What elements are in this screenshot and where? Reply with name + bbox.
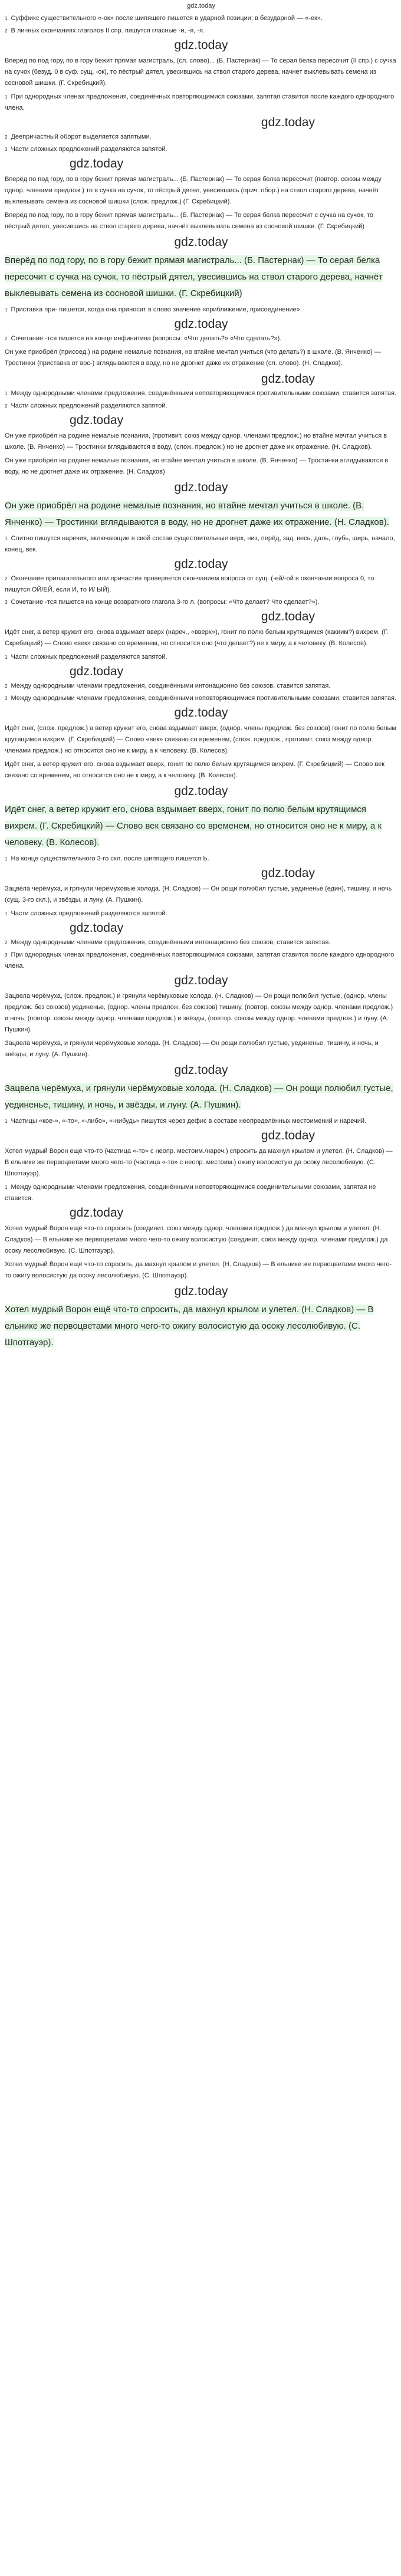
analysis-paragraph: Хотел мудрый Ворон ещё что-то (частица «-то» с неопр. местоим./нареч.) спросить да махнул крылом и улетел. (Н. Сладков) — В ельнике же первоцветами много чего-то (частица «-то» с неопр. местоим.) ожигу волосистую да осоку лесолюбивую. (С. Шпотгауэр). bbox=[5, 1148, 393, 1177]
rule-item bbox=[5, 1182, 397, 1204]
rule-text: Между однородными членами предложения, соединёнными неповторяющимися противительными союзами, ставится запятая. bbox=[11, 695, 397, 702]
rule-number: 1 bbox=[5, 911, 8, 916]
watermark: gdz.today bbox=[174, 38, 228, 52]
rule-item bbox=[5, 333, 397, 344]
watermark: gdz.today bbox=[174, 784, 228, 798]
rule-item bbox=[5, 597, 397, 608]
rule-text: При однородных членах предложения, соединённых повторяющимися союзами, запятая ставится после каждого однородного члена. bbox=[5, 951, 395, 970]
answer-text: Хотел мудрый Ворон ещё что-то спросить, да махнул крылом и улетел. (Н. Сладков) — В ельнике же первоцветами много чего-то ожигу волосистую да осоку лесолюбивую. (С. Шпотгауэр). bbox=[5, 1305, 374, 1348]
watermark: gdz.today bbox=[261, 372, 315, 386]
rule-item bbox=[5, 693, 397, 704]
rule-text: Между однородными членами предложения, соединёнными интонационно без союзов, ставится запятая. bbox=[11, 939, 331, 946]
answer-highlighted bbox=[5, 801, 397, 851]
rule-text: На конце существительного 3-го скл. после шипящего пишется Ь. bbox=[11, 855, 209, 862]
watermark: gdz.today bbox=[70, 921, 124, 935]
site-logo[interactable]: gdz.today bbox=[187, 2, 215, 9]
analysis-paragraph: Идёт снег, а ветер кружит его, снова вздымает вверх, гонит по полю белым крутящимся вихрем. (Г. Скребицкий) — Слово век связано со временем, но относится оно не к миру, а к человеку. (В. Колесов). bbox=[5, 761, 385, 779]
analysis-paragraph: Он уже приобрёл на родине немалые познания, но втайне мечтал учиться в школе. (В. Янченко) — Тростинки вглядываются в воду, но не дрогнет даже их отражение. (Н. Сладков) bbox=[5, 457, 389, 475]
rule-number: 2 bbox=[5, 403, 8, 409]
rule-text: Между однородными членами предложения, соединёнными неповторяющимися соединительными союзами, запятая не ставится. bbox=[5, 1184, 376, 1202]
watermark: gdz.today bbox=[261, 866, 315, 880]
watermark: gdz.today bbox=[70, 157, 124, 170]
answer-text: Зацвела черёмуха, и грянули черёмуховые холода. (Н. Сладков) — Он рощи полюбил густые, уединенье, тишину, и ночь, и звёзды, и луну. (А. Пушкин). bbox=[5, 1083, 393, 1110]
rule-item bbox=[5, 681, 397, 692]
rule-item bbox=[5, 908, 397, 919]
answer-text: Он уже приобрёл на родине немалые познания, но втайне мечтал учиться в школе. (В. Янченко) — Тростинки вглядываются в воду, но не дрогнет даже их отражение. (Н. Сладков). bbox=[5, 501, 389, 527]
analysis-paragraph: Он уже приобрёл на родине немалые познания, (противит. союз между однор. членами предлож.) но втайне мечтал учиться в школе. (В. Янченко) — Тростинки вглядываются в воду, (слож. предлож.) но не дрогнет даже их отражение. (Н. Сладков). bbox=[5, 432, 387, 451]
rule-item bbox=[5, 652, 397, 663]
rule-number: 2 bbox=[5, 134, 8, 140]
watermark: gdz.today bbox=[261, 116, 315, 129]
answer-highlighted bbox=[5, 498, 397, 531]
analysis-paragraph: Хотел мудрый Ворон ещё что-то спросить (соединит. союз между однор. членами предлож.) да махнул крылом и улетел. (Н. Сладков) — В ельнике же первоцветами много чего-то ожигу волосистую (соединит. союз между однор. членами предлож.) да осоку лесолюбивую. (С. Шпотгауэр). bbox=[5, 1225, 388, 1254]
rule-text: Сочетание -тся пишется на конце инфинитива (вопросы: «Что делать?» «Что сделать?»). bbox=[11, 335, 282, 342]
rule-item bbox=[5, 533, 397, 556]
rule-text: Между однородными членами предложения, соединёнными неповторяющимися противительными союзами, ставится запятая. bbox=[11, 390, 397, 397]
rule-text: Частицы «кое-», «-то», «-либо», «-нибудь» пишутся через дефис в составе неопределённых местоимений и наречий. bbox=[11, 1118, 367, 1125]
watermark: gdz.today bbox=[174, 974, 228, 987]
rule-item bbox=[5, 13, 397, 24]
answer-highlighted bbox=[5, 1080, 397, 1113]
watermark: gdz.today bbox=[261, 1129, 315, 1142]
rule-item bbox=[5, 25, 397, 37]
rule-number: 3 bbox=[5, 952, 8, 958]
rule-item bbox=[5, 400, 397, 412]
rule-number: 1 bbox=[5, 307, 8, 313]
rule-number: 1 bbox=[5, 94, 8, 100]
watermark: gdz.today bbox=[70, 665, 124, 678]
rule-item bbox=[5, 949, 397, 972]
watermark: gdz.today bbox=[174, 1063, 228, 1077]
analysis-paragraph: Он уже приобрёл (присоед.) на родине немалые познания, но втайне мечтал учиться (что делать?) в школе. (В. Янченко) — Тростинки (приставка от вос-) вглядываются в воду, но не дрогнет даже их отражение (сл. слово). (Н. Сладков). bbox=[5, 349, 381, 367]
rule-item bbox=[5, 388, 397, 399]
rule-item bbox=[5, 144, 397, 155]
rule-text: Между однородными членами предложения, соединёнными интонационно без союзов, ставится запятая. bbox=[11, 682, 331, 689]
watermark: gdz.today bbox=[261, 610, 315, 623]
rule-number: 2 bbox=[5, 684, 8, 689]
analysis-paragraph: Вперёд по под гору, по в гору бежит прямая магистраль... (Б. Пастернак) — То серая белка пересочит (повтор. союзы между однор. членами предлож.) то в сучка на сучок, то пёстрый дятел, увесившись (прич. обор.) на ствол старого дерева, начнёт выклевывать семена из сосновой шишки (слож. предлож.) (Г. Скребицкий). bbox=[5, 176, 382, 205]
answer-highlighted bbox=[5, 252, 397, 302]
rule-text: Окончание прилагательного или причастия проверяется окончанием вопроса от сущ. (-ей/-ой в окончании вопроса 0, то пишутся ОЙ/ЕЙ, если И, то И/ ЫЙ). bbox=[5, 575, 374, 593]
watermark: gdz.today bbox=[174, 557, 228, 571]
rule-text: Приставка при- пишется, когда она приносит в слово значение «приближение, присоединение». bbox=[11, 306, 302, 313]
analysis-paragraph: Хотел мудрый Ворон ещё что-то спросить, да махнул крылом и улетел. (Н. Сладков) — В ельнике же первоцветами много чего-то ожигу волосистую да осоку лесолюбивую. (С. Шпотгауэр). bbox=[5, 1261, 392, 1279]
exercise-content bbox=[5, 13, 397, 1351]
rule-item bbox=[5, 573, 397, 596]
rule-text: Части сложных предложений разделяются запятой. bbox=[11, 653, 167, 661]
rule-text: Сочетание -тся пишется на конце возвратного глагола 3-го л. (вопросы: «Что делает? Что сделает?»). bbox=[11, 599, 320, 606]
watermark: gdz.today bbox=[174, 235, 228, 249]
analysis-paragraph: Вперёд по под гору, по в гору бежит прямая магистраль... (Б. Пастернак) — То серая белка пересочит с сучка на сучок, то пёстрый дятел, увесившись на ствол старого дерева, начнёт выклевывать семена из сосновой шишки. (Г. Скребицкий) bbox=[5, 212, 374, 230]
analysis-paragraph: Идёт снег, (слож. предлож.) а ветер кружит его, снова вздымает вверх, (однор. члены предлож. без союзов) гонит по полю белым крутящимся вихрем. (Г. Скребицкий) — Слово «век» связано со временем, (слож. предлож., противит. союз между однор. членами предлож.) но относится оно не к миру, а к человеку. (В. Колесов). bbox=[5, 725, 396, 754]
rule-number: 1 bbox=[5, 1185, 8, 1190]
watermark: gdz.today bbox=[70, 1206, 124, 1220]
watermark: gdz.today bbox=[174, 481, 228, 494]
rule-item bbox=[5, 853, 397, 865]
rule-number: 3 bbox=[5, 696, 8, 701]
rule-number: 2 bbox=[5, 576, 8, 581]
watermark: gdz.today bbox=[70, 413, 124, 427]
rule-text: Слитно пишутся наречия, включающие в свой состав существительные верх, низ, перёд, зад, весь, даль, глубь, ширь, начало, конец, век. bbox=[5, 535, 395, 553]
answer-text: Вперёд по под гору, по в гору бежит прямая магистраль... (Б. Пастернак) — То серая белка пересочит с сучка на сучок, то пёстрый дятел, увесившись на ствол старого дерева, начнёт выклевывать семена из сосновой шишки. (Г. Скребицкий) bbox=[5, 255, 383, 298]
rule-number: 1 bbox=[5, 856, 8, 862]
rule-item bbox=[5, 304, 397, 316]
rule-item bbox=[5, 937, 397, 948]
rule-number: 2 bbox=[5, 28, 8, 34]
analysis-paragraph: Идёт снег, а ветер кружит его, снова вздымает вверх (нареч., «вверх»), гонит по полю белым крутящимся (какиим?) вихрем. (Г. Скребицкий) — Слово «век» связано со временем, но относится оно (что делает?) не к миру, а к человеку. (В. Колесов). bbox=[5, 629, 389, 647]
rule-number: 3 bbox=[5, 600, 8, 605]
rule-item bbox=[5, 132, 397, 143]
watermark: gdz.today bbox=[174, 317, 228, 331]
rule-text: Части сложных предложений разделяются запятой. bbox=[11, 910, 167, 917]
answer-text: Идёт снег, а ветер кружит его, снова вздымает вверх, гонит по полю белым крутящимся вихрем. (Г. Скребицкий) — Слово век связано со временем, но относится оно не к миру, а к человеку. (В. Колесов). bbox=[5, 804, 382, 847]
rule-text: Деепричастный оборот выделяется запятыми. bbox=[11, 133, 152, 140]
rule-number: 2 bbox=[5, 336, 8, 341]
rule-number: 3 bbox=[5, 147, 8, 152]
rule-text: Части сложных предложений разделяются запятой. bbox=[11, 402, 167, 409]
rule-number: 1 bbox=[5, 16, 8, 21]
analysis-paragraph: Зацвела черёмуха, и грянули черёмуховые холода. (Н. Сладков) — Он рощи полюбил густые, уединенье (един), тишину, и ночь (сущ. 3-го скл.), и звёзды, и луну. (А. Пушкин). bbox=[5, 885, 392, 903]
watermark: gdz.today bbox=[174, 1284, 228, 1298]
rule-item bbox=[5, 1116, 397, 1127]
analysis-paragraph: Вперёд по под гору, по в гору бежит прямая магистраль, (сл. слово)... (Б. Пастернак) — То серая белка пересочит (II спр.) с сучка на сучок (безуд. 0 в суф. сущ. -ок), то пёстрый дятел, увесившись на ствол старого дерева, начнёт выклевывать семена из сосновой шишки. (Г. Скребицкий). bbox=[5, 57, 396, 87]
rule-text: В личных окончаниях глаголов II спр. пишутся гласные -и, -я, -я. bbox=[11, 27, 205, 34]
analysis-paragraph: Зацвела черёмуха, (слож. предлож.) и грянули черёмуховые холода. (Н. Сладков) — Он рощи полюбил густые, (однор. члены предлож. без союзов) уединенье, (однор. члены предлож. без союзов) тишину, (повтор. союзы между однор. членами предлож.) и ночь, (повтор. союзы между однор. членами предлож.) и звёзды, (повтор. союзы между однор. членами предлож.) и луну. (А. Пушкин). bbox=[5, 993, 393, 1033]
rule-number: 1 bbox=[5, 1119, 8, 1124]
answer-highlighted bbox=[5, 1302, 397, 1351]
rule-text: При однородных членах предложения, соединённых повторяющимися союзами, запятая ставится после каждого однородного члена. bbox=[5, 93, 395, 111]
rule-text: Части сложных предложений разделяются запятой. bbox=[11, 146, 167, 153]
rule-number: 1 bbox=[5, 655, 8, 660]
rule-number: 2 bbox=[5, 940, 8, 945]
rule-text: Суффикс существительного «-ок» после шипящего пишется в ударной позиции; в безударной — «-ек». bbox=[11, 15, 323, 22]
rule-number: 1 bbox=[5, 536, 8, 541]
rule-number: 1 bbox=[5, 391, 8, 396]
watermark: gdz.today bbox=[174, 706, 228, 719]
analysis-paragraph: Зацвела черёмуха, и грянули черёмуховые холода. (Н. Сладков) — Он рощи полюбил густые, уединенье, тишину, и ночь, и звёзды, и луну. (А. Пушкин). bbox=[5, 1040, 379, 1058]
rule-item bbox=[5, 91, 397, 114]
